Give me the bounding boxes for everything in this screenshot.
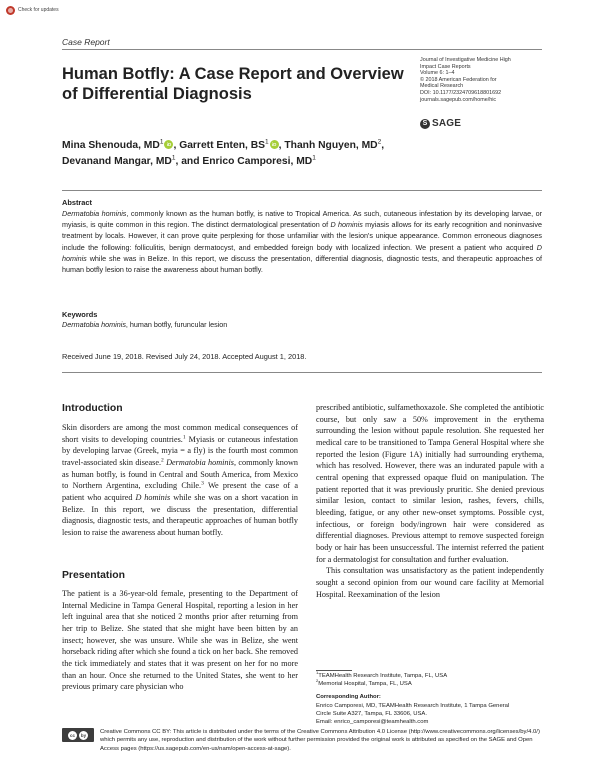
paragraph: Skin disorders are among the most common medical consequences of short visits to developing countries.$^1$ Myiasis or cutaneous infestation by developing larvae (Greek, myia = a fly) is the fourth most common travel-associated skin disease.$^2$ Dermatobia hominis, commonly known as human botfly, is found in Central and South America, from Mexico to Northern Argentina, excluding Chile.$^3$ We present the case of a patient who acquired D hominis while she was on a short vacation in Belize. In this report, we discuss the presentation, differential diagnosis, diagnostic tests, and therapeutic approaches of human botfly lesion to raise the awareness about human botfly. [62, 423, 299, 537]
article-type: Case Report [62, 37, 110, 47]
abstract-text: Dermatobia hominis, commonly known as the human botfly, is native to Tropical America. As such, cutaneous infestation by its developing larvae, or myiasis, is quite common in this region. The distinct dermatological presentation of D hominis myiasis allows for its early recognition and noninvasive treatment by locals. However, it can prove quite perplexing for those unfamiliar with the lesion's unique appearance. Common erroneous diagnoses include the following: folliculitis, benign dermatocyst, and embedded foreign body with localized infection. We present a patient who acquired D hominis while she was in Belize. In this report, we discuss the presentation, differential diagnosis, diagnostic tests, and therapeutic approaches of human botfly lesion to raise the awareness about human botfly. [62, 209, 542, 275]
journal-line: Volume 6: 1–4 [420, 70, 455, 77]
presentation-heading: Presentation [62, 570, 125, 581]
author-name: Mina Shenouda, MD [62, 140, 160, 151]
submission-dates: Received June 19, 2018. Revised July 24, 2018. Accepted August 1, 2018. [62, 352, 307, 361]
presentation-body [62, 588, 298, 693]
citation-ref[interactable]: 1 [182, 433, 186, 440]
journal-url[interactable]: journals.sagepub.com/home/hic [420, 96, 497, 103]
journal-line: Journal of Investigative Medicine High [420, 57, 511, 63]
author-list: Mina Shenouda, $MD^1iD$ , Garrett Enten, $BS^1iD$ , Thanh Nguyen, $MD^2$, Devanand Mangar, $MD^1$, and Enrico Camporesi, $MD^1$ [62, 138, 482, 169]
paragraph: The patient is a 36-year-old female, presenting to the Department of Internal Medicine in Tampa General Hospital, reporting a lesion in her left inguinal area that she noticed 2 months prior after returning from her trip to Belize. She stated that she might have been bitten by an insect; however, she was unsure. While she was in Belize, she went horseback riding after which she found a tick on her back. She removed the tick immediately and states that it was present on her for no more than an hour. Once she returned to the United States, she went to her previous primary care physician who [62, 589, 298, 692]
orcid-icon[interactable] [270, 140, 279, 149]
orcid-icon[interactable] [164, 140, 173, 149]
abstract-rule [62, 190, 542, 191]
corresponding-email[interactable]: Email: enrico_camporesi@teamhealth.com [316, 719, 429, 726]
header-rule [62, 49, 542, 50]
corresponding-author-details: Enrico Camporesi, MD, TEAMHealth Research Institute, 1 Tampa General Circle Suite A327, Tampa, FL 33606, USA. Email: enrico_camporesi@teamhealth.com [316, 702, 551, 727]
affiliation-1: $^1$TEAMHealth Research Institute, Tampa, FL, USA [316, 670, 448, 679]
footnote-rule [316, 670, 352, 671]
journal-info [420, 57, 545, 103]
author-affiliation: 1 [312, 154, 316, 162]
author-name: Devanand Mangar, MD [62, 155, 172, 167]
introduction-heading: Introduction [62, 403, 123, 414]
keywords-list: Dermatobia hominis, human botfly, furuncular lesion [62, 320, 228, 329]
corresponding-author-heading: Corresponding Author: [316, 694, 381, 700]
journal-line: Medical Research [420, 83, 464, 90]
author-affiliation: 1 [171, 154, 176, 162]
journal-line: DOI: 10.1177/2324709618801692 [420, 89, 502, 96]
author-name: Enrico Camporesi, MD [202, 155, 313, 167]
citation-ref[interactable]: 3 [201, 480, 204, 487]
article-title: Human Botfly: A Case Report and Overview of Differential Diagnosis [62, 65, 404, 103]
cc-icon: cc [69, 732, 75, 738]
author-affiliation: 1 [159, 138, 164, 146]
dates-rule [62, 372, 542, 373]
author-affiliation: 1 [265, 138, 269, 146]
author-name: Thanh Nguyen, MD [284, 140, 378, 151]
paragraph: prescribed antibiotic, sulfamethoxazole. She completed the antibiotic course, but only saw a 50% improvement in the erythema surrounding the lesion without papule resolution. She requested her medical care to be transitioned to Tampa General Hospital where she reported the lesion (Figure 1A) initially had surrounding erythema, which has resolved. However, there was an indurated papule with a central opening that expressed opaque fluid on manipulation. The patient reported that it was previously pruritic. She denied previous similar lesion, contact to similar lesion, rashes, fevers, chills, bleeding, fatigue, or any other new-onset symptoms. Possible cyst, infectious, or foreign body/ingrown hair were considered as differential diagnoses. Previous attempt to remove suspected foreign body or hair has been unsuccessful. The internist referred the patient for a dermatologist for consultation and further evaluation. [316, 403, 544, 564]
cc-by-badge[interactable] [62, 728, 94, 742]
author-affiliation: 2 [377, 138, 382, 146]
introduction-body [62, 422, 298, 539]
journal-line: © 2018 American Federation for [420, 76, 497, 83]
check-for-updates-icon [6, 6, 15, 15]
license-text: Creative Commons CC BY: This article is distributed under the terms of the Creative Commons Attribution 4.0 License (http://www.creativecommons.org/licenses/by/4.0/) which permits any use, reproduction and distribution of the work without further permission provided the original work is attributed as specified on the SAGE and Open Access pages (https://us.sagepub.com/en-us/nam/open-access-at-sage). [100, 729, 540, 752]
citation-ref[interactable]: 2 [161, 457, 164, 464]
journal-line: Impact Case Reports [420, 63, 471, 70]
sage-logo-icon: S [420, 119, 430, 129]
paragraph: This consultation was unsatisfactory as the patient independently sought a second opinion from our wound care facility at Memorial Hospital. Reexamination of the lesion [316, 566, 544, 599]
abstract-heading: Abstract [62, 198, 92, 207]
author-name: Garrett Enten, BS [179, 140, 266, 151]
right-column-body [316, 402, 544, 600]
affiliation-2: $^2$Memorial Hospital, Tampa, FL, USA [316, 678, 412, 687]
keywords-heading: Keywords [62, 310, 98, 319]
by-icon: by [80, 732, 87, 738]
check-for-updates-badge[interactable] [6, 4, 62, 16]
check-for-updates-label: Check for updates [18, 7, 59, 13]
sage-logo [420, 118, 461, 129]
sage-logo-text: SAGE [432, 118, 462, 129]
